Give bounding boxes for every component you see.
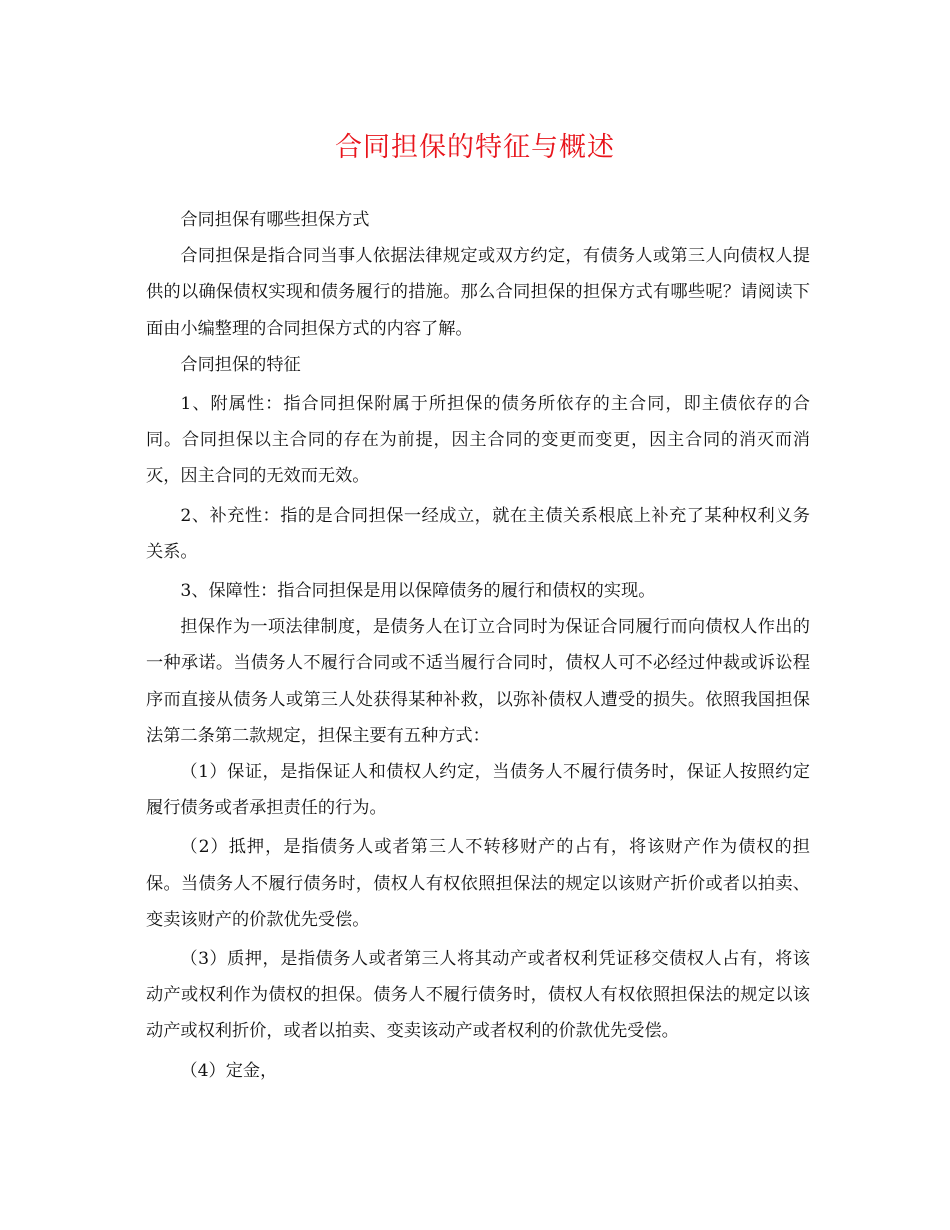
paragraph-legal-system: 担保作为一项法律制度，是债务人在订立合同时为保证合同履行而向债权人作出的一种承诺。当债务人不履行合同或不适当履行合同时，债权人可不必经过仲裁或诉讼程序而直接从债务人或第三人处获得某种补救，以弥补债权人遭受的损失。依照我国担保法第二条第二款规定，担保主要有五种方式： — [146, 617, 810, 746]
paragraph-mortgage: （2）抵押，是指债务人或者第三人不转移财产的占有，将该财产作为债权的担保。当债务人不履行债务时，债权人有权依照担保法的规定以该财产折价或者以拍卖、变卖该财产的价款优先受偿。 — [146, 837, 810, 930]
paragraph-definition: 合同担保是指合同当事人依据法律规定或双方约定，有债务人或第三人向债权人提供的以确保债权实现和债务履行的措施。那么合同担保的担保方式有哪些呢？请阅读下面由小编整理的合同担保方式的内容了解。 — [146, 246, 810, 339]
paragraph-feature-2: 2、补充性：指的是合同担保一经成立，就在主债关系根底上补充了某种权利义务关系。 — [146, 505, 810, 562]
paragraph-subheading-features: 合同担保的特征 — [180, 354, 301, 375]
document-title: 合同担保的特征与概述 — [335, 132, 615, 163]
paragraph-subheading-methods: 合同担保有哪些担保方式 — [180, 210, 370, 230]
paragraph-guarantee: （1）保证，是指保证人和债权人约定，当债务人不履行债务时，保证人按照约定履行债务或者承担责任的行为。 — [146, 762, 810, 819]
document-body — [146, 202, 810, 1089]
paragraph-feature-3: 3、保障性：指合同担保是用以保障债务的履行和债权的实现。 — [180, 581, 656, 602]
paragraph-deposit: （4）定金， — [180, 1060, 278, 1081]
paragraph-pledge: （3）质押，是指债务人或者第三人将其动产或者权利凭证移交债权人占有，将该动产或权利作为债权的担保。债务人不履行债务时，债权人有权依照担保法的规定以该动产或权利折价，或者以拍卖、变卖该动产或者权利的价款优先受偿。 — [146, 949, 810, 1042]
paragraph-feature-1: 1、附属性：指合同担保附属于所担保的债务所依存的主合同，即主债依存的合同。合同担保以主合同的存在为前提，因主合同的变更而变更，因主合同的消灭而消灭，因主合同的无效而无效。 — [146, 394, 810, 487]
